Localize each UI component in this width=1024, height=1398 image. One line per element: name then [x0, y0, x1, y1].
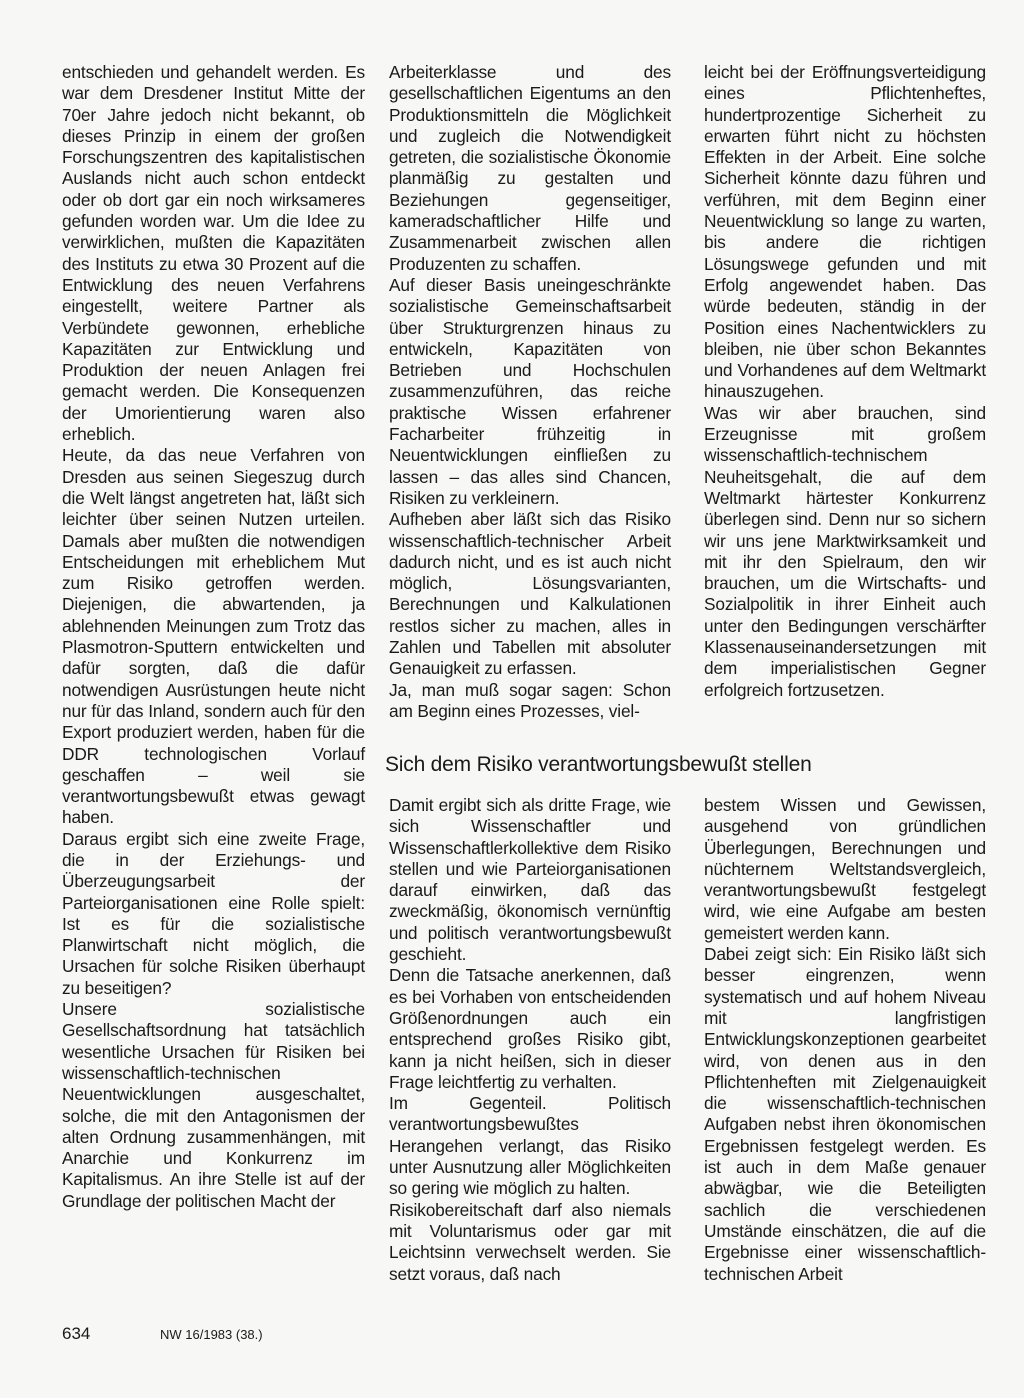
paragraph: Denn die Tatsache anerkennen, daß es bei Vorhaben von entscheidenden Größenordnungen auch ein entsprechend großes Risiko gibt, kann ja nicht heißen, sich in dieser Frage leichtfertig zu verhalten. [389, 965, 671, 1092]
paragraph: Risikobereitschaft darf also niemals mit Voluntarismus oder gar mit Leichtsinn verwechselt werden. Sie setzt voraus, daß nach [389, 1199, 671, 1284]
paragraph: Unsere sozialistische Gesellschaftsordnung hat tatsächlich wesentliche Ursachen für Risiken bei wissenschaftlich-technischen Neuentwicklungen ausgeschaltet, solche, die mit den Antagonismen der alten Ordnung zusammenhängen, mit Anarchie und Konkurrenz im Kapitalismus. An ihre Stelle ist auf der Grundlage der politischen Macht der [62, 999, 365, 1211]
paragraph: Damit ergibt sich als dritte Frage, wie sich Wissenschaftler und Wissenschaftlerkollektive dem Risiko stellen und wie Parteiorganisationen darauf einwirken, daß das zweckmäßig, ökonomisch vernünftig und politisch verantwortungsbewußt geschieht. [389, 795, 671, 965]
section-heading: Sich dem Risiko verantwortungsbewußt stellen [385, 753, 812, 776]
paragraph: Aufheben aber läßt sich das Risiko wissenschaftlich-technischer Arbeit dadurch nicht, und es ist auch nicht möglich, Lösungsvarianten, Berechnungen und Kalkulationen restlos sicher zu machen, alles in Zahlen und Tabellen mit absoluter Genauigkeit zu erfassen. [389, 509, 671, 679]
section-column-1 [389, 795, 671, 1285]
paragraph: Arbeiterklasse und des gesellschaftlichen Eigentums an den Produktionsmitteln die Möglichkeit und zugleich die Notwendigkeit getreten, die sozialistische Ökonomie planmäßig zu gestalten und Beziehungen gegenseitiger, kameradschaftlicher Hilfe und Zusammenarbeit zwischen allen Produzenten zu schaffen. [389, 62, 671, 274]
article-column-3 [704, 62, 986, 701]
article-column-1 [62, 62, 365, 1212]
paragraph: Heute, da das neue Verfahren von Dresden aus seinen Siegeszug durch die Welt längst angetreten hat, läßt sich leichter über seinen Nutzen urteilen. Damals aber mußten die notwendigen Entscheidungen mit erheblichem Mut zum Risiko getroffen werden. Diejenigen, die abwartenden, ja ablehnenden Meinungen zum Trotz das Plasmotron-Sputtern entwickelten und dafür sorgten, daß die dafür notwendigen Ausrüstungen heute nicht nur für das Inland, sondern auch für den Export produziert werden, haben für die DDR technologischen Vorlauf geschaffen – weil sie verantwortungsbewußt etwas gewagt haben. [62, 445, 365, 828]
page-number: 634 [62, 1324, 91, 1343]
paragraph: Ja, man muß sogar sagen: Schon am Beginn eines Prozesses, viel- [389, 679, 671, 721]
paragraph: bestem Wissen und Gewissen, ausgehend von gründlichen Überlegungen, Berechnungen und nüchternem Weltstandsvergleich, verantwortungsbewußt festgelegt wird, wie eine Aufgabe am besten gemeistert werden kann. [704, 795, 986, 943]
paragraph: entschieden und gehandelt werden. Es war dem Dresdener Institut Mitte der 70er Jahre jedoch nicht bekannt, ob dieses Prinzip in einem der großen Forschungszentren des kapitalistischen Auslands nicht auch schon entdeckt oder ob dort gar ein noch wirksameres gefunden worden war. Um die Idee zu verwirklichen, mußten die Kapazitäten des Instituts zu etwa 30 Prozent auf die Entwicklung des neuen Verfahrens eingestellt, weitere Partner als Verbündete gewonnen, erhebliche Kapazitäten zur Entwicklung und Produktion der neuen Anlagen frei gemacht werden. Die Konsequenzen der Umorientierung waren also erheblich. [62, 62, 365, 445]
issue-label: NW 16/1983 (38.) [160, 1327, 263, 1342]
paragraph: Was wir aber brauchen, sind Erzeugnisse mit großem wissenschaftlich-technischem Neuheitsgehalt, die auf dem Weltmarkt härtester Konkurrenz überlegen sind. Denn nur so sichern wir uns jene Marktwirksamkeit und mit ihr den Spielraum, den wir brauchen, um die Wirtschafts- und Sozialpolitik in ihrer Einheit auch unter den Bedingungen verschärfter Klassenauseinandersetzungen mit dem imperialistischen Gegner erfolgreich fortzusetzen. [704, 402, 986, 700]
section-column-2 [704, 795, 986, 1285]
article-column-2 [389, 62, 671, 722]
paragraph: leicht bei der Eröffnungsverteidigung eines Pflichtenheftes, hundertprozentige Sicherheit zu erwarten führt nicht zu höchsten Effekten in der Arbeit. Eine solche Sicherheit könnte dazu führen und verführen, mit dem Beginn einer Neuentwicklung so lange zu warten, bis andere die richtigen Lösungswege gefunden und mit Erfolg angewendet haben. Das würde bedeuten, ständig in der Position eines Nachentwicklers zu bleiben, nie über schon Bekanntes und Vorhandenes auf dem Weltmarkt hinauszugehen. [704, 62, 986, 402]
paragraph: Daraus ergibt sich eine zweite Frage, die in der Erziehungs- und Überzeugungsarbeit der Parteiorganisationen eine Rolle spielt: Ist es für die sozialistische Planwirtschaft nicht möglich, die Ursachen für solche Risiken überhaupt zu beseitigen? [62, 828, 365, 998]
paragraph: Dabei zeigt sich: Ein Risiko läßt sich besser eingrenzen, wenn systematisch und auf hohem Niveau mit langfristigen Entwicklungskonzeptionen gearbeitet wird, von denen aus in den Pflichtenheften mit Zielgenauigkeit die wissenschaftlich-technischen Aufgaben nebst ihren ökonomischen Ergebnissen festgelegt werden. Es ist auch in dem Maße genauer abwägbar, wie die Beteiligten sachlich die verschiedenen Umstände einschätzen, die auf die Ergebnisse einer wissenschaftlich-technischen Arbeit [704, 944, 986, 1284]
paragraph: Auf dieser Basis uneingeschränkte sozialistische Gemeinschaftsarbeit über Strukturgrenzen hinaus zu entwickeln, Kapazitäten von Betrieben und Hochschulen zusammenzuführen, das reiche praktische Wissen erfahrener Facharbeiter frühzeitig in Neuentwicklungen einfließen zu lassen – das alles sind Chancen, Risiken zu verkleinern. [389, 274, 671, 508]
paragraph: Im Gegenteil. Politisch verantwortungsbewußtes Herangehen verlangt, das Risiko unter Ausnutzung aller Möglichkeiten so gering wie möglich zu halten. [389, 1093, 671, 1199]
